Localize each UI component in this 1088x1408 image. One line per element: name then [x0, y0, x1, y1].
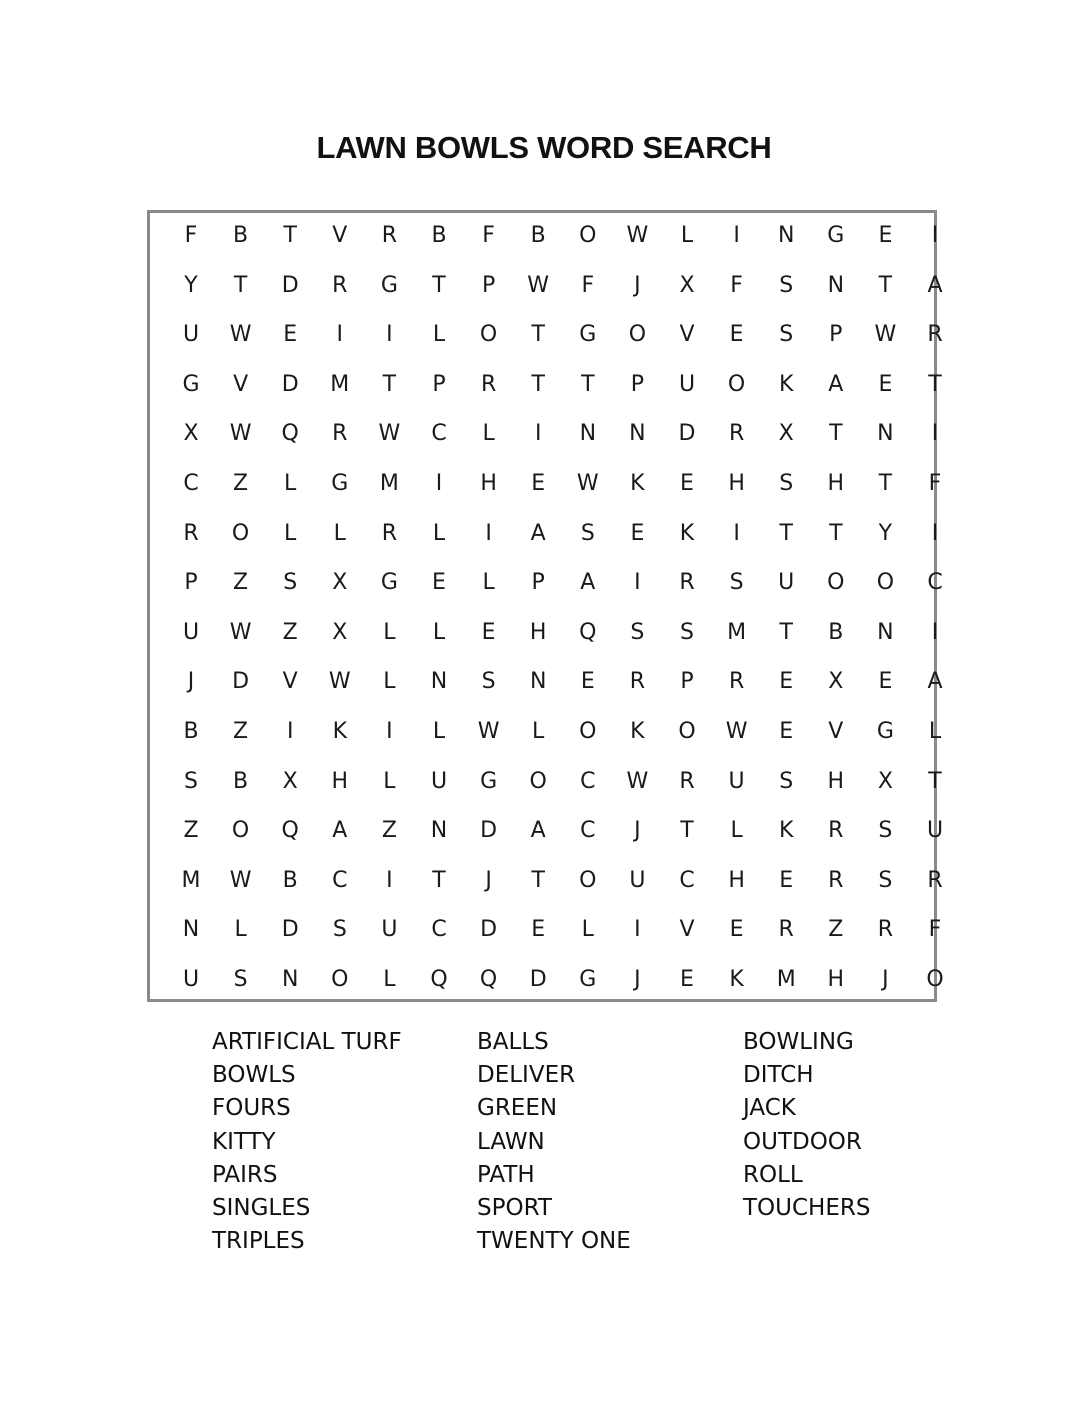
- grid-letter: E: [432, 570, 446, 596]
- grid-letter: H: [827, 967, 845, 992]
- grid-letter: R: [927, 322, 943, 348]
- grid-letter: O: [479, 322, 498, 348]
- grid-letter: U: [182, 967, 200, 992]
- grid-letter: R: [381, 223, 398, 248]
- grid-letter: F: [730, 272, 743, 298]
- grid-letter: W: [477, 719, 500, 744]
- grid-letter: L: [680, 223, 694, 248]
- grid-letter: D: [281, 272, 299, 298]
- grid-letter: D: [232, 669, 250, 695]
- grid-letter: R: [332, 272, 348, 298]
- grid-letter: A: [828, 371, 844, 397]
- grid-letter: L: [383, 967, 396, 992]
- grid-letter: A: [530, 520, 546, 546]
- grid-letter: O: [827, 570, 845, 596]
- grid-letter: H: [480, 471, 497, 496]
- grid-letter: X: [332, 619, 348, 645]
- grid-letter: D: [529, 967, 547, 992]
- grid-letter: G: [480, 768, 498, 794]
- grid-letter: J: [634, 818, 641, 844]
- grid-letter: E: [729, 322, 744, 348]
- grid-letter: X: [332, 570, 348, 596]
- grid-letter: Y: [184, 272, 198, 298]
- grid-letter: P: [630, 371, 645, 397]
- grid-letter: T: [779, 619, 793, 645]
- grid-letter: L: [284, 471, 297, 496]
- grid-letter: S: [779, 272, 794, 298]
- grid-letter: E: [878, 669, 893, 695]
- grid-letter: O: [579, 867, 597, 893]
- grid-letter: G: [331, 471, 349, 496]
- grid-letter: E: [878, 371, 893, 397]
- grid-letter: N: [629, 421, 646, 447]
- grid-letter: M: [727, 619, 747, 645]
- grid-letter: L: [383, 768, 396, 794]
- grid-letter: O: [579, 223, 597, 248]
- grid-letter: I: [485, 520, 492, 546]
- grid-letter: I: [336, 322, 344, 348]
- grid-letter: T: [928, 371, 942, 397]
- grid-letter: H: [728, 867, 745, 893]
- word-list-item: ARTIFICIAL TURF: [212, 1029, 402, 1055]
- grid-letter: S: [878, 818, 893, 844]
- grid-letter: U: [182, 322, 200, 348]
- grid-letter: H: [827, 471, 845, 496]
- grid-letter: E: [580, 669, 595, 695]
- grid-letter: L: [432, 520, 446, 546]
- grid-letter: I: [733, 223, 740, 248]
- word-list-item: BALLS: [477, 1029, 549, 1055]
- grid-letter: L: [482, 421, 495, 447]
- grid-letter: O: [579, 719, 597, 744]
- grid-letter: T: [531, 371, 545, 397]
- grid-letter: W: [229, 619, 252, 645]
- grid-letter: V: [282, 669, 298, 695]
- grid-letter: U: [182, 619, 200, 645]
- word-list-item: ROLL: [743, 1161, 803, 1188]
- word-list-item: OUTDOOR: [743, 1128, 862, 1155]
- grid-letter: U: [629, 867, 646, 893]
- grid-letter: N: [430, 669, 448, 695]
- grid-letter: H: [529, 619, 547, 645]
- grid-letter: Q: [479, 967, 498, 992]
- grid-letter: J: [485, 867, 492, 893]
- grid-letter: G: [380, 272, 398, 298]
- grid-letter: Z: [381, 818, 397, 844]
- grid-letter: O: [727, 371, 746, 397]
- grid-letter: W: [229, 322, 252, 348]
- grid-letter: H: [331, 768, 349, 794]
- grid-letter: U: [926, 818, 944, 844]
- grid-letter: R: [679, 768, 695, 794]
- grid-letter: R: [877, 917, 894, 943]
- grid-letter: S: [878, 867, 893, 893]
- grid-letter: V: [332, 223, 348, 248]
- grid-letter: J: [187, 669, 195, 695]
- grid-letter: M: [181, 867, 201, 893]
- grid-letter: G: [876, 719, 894, 744]
- grid-letter: U: [381, 917, 398, 943]
- grid-letter: B: [233, 768, 249, 794]
- word-list-item: PATH: [477, 1161, 535, 1188]
- grid-letter: O: [331, 967, 349, 992]
- grid-letter: D: [480, 818, 498, 844]
- grid-letter: N: [579, 421, 597, 447]
- grid-letter: K: [679, 520, 695, 546]
- grid-letter: R: [828, 867, 844, 893]
- grid-letter: W: [378, 421, 401, 447]
- grid-letter: K: [778, 818, 794, 844]
- grid-letter: S: [729, 570, 744, 596]
- grid-letter: I: [286, 719, 294, 744]
- grid-letter: Z: [233, 570, 249, 596]
- grid-letter: X: [828, 669, 844, 695]
- grid-letter: O: [628, 322, 647, 348]
- grid-letter: P: [680, 669, 694, 695]
- grid-letter: G: [182, 371, 200, 397]
- grid-letter: H: [728, 471, 745, 496]
- grid-letter: L: [383, 619, 396, 645]
- grid-letter: F: [184, 223, 198, 248]
- grid-letter: K: [332, 719, 348, 744]
- grid-letter: G: [579, 322, 597, 348]
- word-list-item: TWENTY ONE: [477, 1228, 631, 1255]
- grid-letter: E: [729, 917, 744, 943]
- grid-letter: X: [679, 272, 695, 298]
- grid-letter: R: [828, 818, 844, 844]
- page-title: LAWN BOWLS WORD SEARCH: [316, 130, 772, 165]
- grid-letter: W: [874, 322, 897, 348]
- grid-letter: O: [678, 719, 696, 744]
- grid-letter: B: [233, 223, 249, 248]
- grid-letter: L: [432, 719, 446, 744]
- grid-letter: N: [430, 818, 448, 844]
- word-list-item: BOWLS: [212, 1062, 296, 1089]
- grid-letter: O: [231, 520, 250, 546]
- grid-letter: X: [877, 768, 893, 794]
- grid-letter: M: [776, 967, 796, 992]
- grid-letter: M: [330, 371, 350, 397]
- word-list-item: GREEN: [477, 1095, 558, 1122]
- grid-letter: U: [678, 371, 696, 397]
- grid-letter: O: [231, 818, 250, 844]
- grid-letter: R: [679, 570, 695, 596]
- grid-letter: T: [531, 867, 545, 893]
- grid-letter: C: [580, 818, 596, 844]
- grid-letter: E: [531, 471, 546, 496]
- grid-letter: I: [931, 223, 939, 248]
- grid-letter: C: [431, 421, 447, 447]
- grid-letter: P: [481, 272, 496, 298]
- grid-letter: P: [531, 570, 545, 596]
- grid-letter: V: [233, 371, 249, 397]
- grid-letter: C: [431, 917, 447, 943]
- grid-letter: E: [283, 322, 298, 348]
- grid-letter: I: [733, 520, 740, 546]
- grid-letter: K: [630, 719, 645, 744]
- grid-letter: T: [233, 272, 248, 298]
- grid-letter: C: [332, 867, 348, 893]
- puzzle-grid: [147, 212, 943, 1002]
- grid-letter: U: [778, 570, 795, 596]
- grid-letter: J: [634, 272, 641, 298]
- grid-letter: Z: [233, 471, 249, 496]
- grid-letter: I: [931, 619, 939, 645]
- grid-letter: O: [926, 967, 944, 992]
- grid-letter: V: [679, 917, 695, 943]
- grid-letter: L: [234, 917, 247, 943]
- grid-letter: W: [626, 223, 649, 248]
- grid-letter: C: [183, 471, 199, 496]
- grid-letter: A: [580, 570, 596, 596]
- grid-letter: T: [878, 471, 893, 496]
- grid-letter: L: [284, 520, 297, 546]
- grid-letter: O: [876, 570, 895, 596]
- word-list-item: LAWN: [477, 1128, 545, 1155]
- grid-letter: R: [778, 917, 794, 943]
- grid-letter: N: [877, 421, 894, 447]
- grid-letter: C: [927, 570, 943, 596]
- grid-letter: F: [581, 272, 595, 298]
- grid-letter: N: [281, 967, 299, 992]
- grid-letter: L: [482, 570, 495, 596]
- grid-letter: E: [481, 619, 496, 645]
- grid-letter: Z: [828, 917, 844, 943]
- grid-letter: R: [332, 421, 348, 447]
- word-list-item: DELIVER: [477, 1062, 576, 1089]
- grid-letter: L: [928, 719, 942, 744]
- grid-letter: X: [778, 421, 794, 447]
- grid-letter: I: [634, 570, 641, 596]
- grid-letter: S: [779, 322, 794, 348]
- grid-letter: E: [779, 867, 794, 893]
- grid-letter: F: [928, 471, 942, 496]
- word-list-item: KITTY: [212, 1128, 276, 1155]
- grid-letter: L: [532, 719, 545, 744]
- grid-letter: U: [430, 768, 448, 794]
- grid-letter: J: [634, 967, 641, 992]
- grid-letter: T: [878, 272, 893, 298]
- grid-letter: G: [380, 570, 398, 596]
- grid-letter: Z: [233, 719, 249, 744]
- grid-letter: T: [382, 371, 397, 397]
- grid-letter: I: [931, 520, 939, 546]
- grid-letter: I: [534, 421, 542, 447]
- grid-letter: P: [184, 570, 198, 596]
- word-list-item: FOURS: [212, 1095, 291, 1122]
- grid-letter: D: [480, 917, 498, 943]
- grid-letter: A: [530, 818, 546, 844]
- grid-letter: E: [779, 669, 794, 695]
- grid-letter: T: [283, 223, 297, 248]
- grid-letter: Q: [281, 421, 299, 447]
- grid-letter: J: [882, 967, 889, 992]
- grid-letter: B: [530, 223, 546, 248]
- grid-letter: X: [183, 421, 199, 447]
- grid-letter: T: [779, 520, 793, 546]
- grid-letter: I: [931, 421, 939, 447]
- grid-letter: F: [482, 223, 495, 248]
- grid-letter: T: [829, 520, 843, 546]
- grid-letter: W: [725, 719, 748, 744]
- grid-letter: Q: [430, 967, 448, 992]
- grid-letter: R: [629, 669, 646, 695]
- grid-letter: K: [729, 967, 744, 992]
- grid-letter: R: [183, 520, 199, 546]
- grid-letter: E: [779, 719, 794, 744]
- grid-letter: L: [730, 818, 743, 844]
- grid-letter: C: [580, 768, 596, 794]
- grid-letter: O: [529, 768, 547, 794]
- word-list-item: TOUCHERS: [743, 1195, 871, 1221]
- grid-letter: S: [184, 768, 198, 794]
- grid-letter: N: [529, 669, 547, 695]
- grid-letter: N: [877, 619, 894, 645]
- grid-letter: Z: [282, 619, 298, 645]
- grid-letter: I: [634, 917, 641, 943]
- grid-letter: M: [379, 471, 399, 496]
- grid-letter: I: [386, 867, 393, 893]
- word-list-item: JACK: [743, 1095, 796, 1122]
- grid-letter: B: [828, 619, 844, 645]
- grid-letter: L: [581, 917, 594, 943]
- grid-letter: K: [630, 471, 645, 496]
- word-list-item: SPORT: [477, 1195, 552, 1221]
- grid-letter: E: [680, 471, 694, 496]
- grid-letter: S: [580, 520, 595, 546]
- grid-letter: Z: [183, 818, 199, 844]
- grid-letter: H: [827, 768, 845, 794]
- grid-letter: T: [928, 768, 942, 794]
- grid-letter: S: [283, 570, 298, 596]
- grid-letter: R: [381, 520, 398, 546]
- grid-letter: L: [333, 520, 346, 546]
- grid-letter: E: [531, 917, 546, 943]
- grid-letter: V: [828, 719, 844, 744]
- grid-letter: E: [878, 223, 893, 248]
- grid-letter: A: [927, 669, 943, 695]
- word-list-item: SINGLES: [212, 1195, 311, 1221]
- grid-letter: T: [432, 272, 446, 298]
- grid-letter: L: [383, 669, 396, 695]
- grid-letter: N: [182, 917, 200, 943]
- grid-letter: D: [281, 371, 299, 397]
- grid-letter: T: [680, 818, 694, 844]
- grid-letter: W: [527, 272, 550, 298]
- grid-letter: Q: [281, 818, 299, 844]
- grid-letter: C: [679, 867, 695, 893]
- grid-letter: Y: [878, 520, 893, 546]
- grid-letter: B: [183, 719, 199, 744]
- grid-letter: T: [829, 421, 843, 447]
- grid-letter: W: [229, 867, 252, 893]
- grid-letter: V: [679, 322, 695, 348]
- grid-letter: Q: [579, 619, 597, 645]
- grid-letter: L: [432, 322, 446, 348]
- grid-letter: A: [332, 818, 348, 844]
- grid-letter: K: [778, 371, 794, 397]
- word-list-item: TRIPLES: [212, 1228, 305, 1255]
- grid-letter: F: [928, 917, 942, 943]
- grid-letter: W: [328, 669, 351, 695]
- grid-letter: R: [728, 669, 745, 695]
- grid-letter: I: [386, 719, 393, 744]
- word-list-item: DITCH: [743, 1062, 814, 1089]
- grid-letter: B: [282, 867, 298, 893]
- grid-letter: R: [927, 867, 943, 893]
- grid-letter: I: [386, 322, 393, 348]
- grid-letter: P: [432, 371, 446, 397]
- grid-letter: T: [432, 867, 446, 893]
- grid-letter: G: [827, 223, 845, 248]
- word-list-item: PAIRS: [212, 1161, 278, 1188]
- grid-letter: W: [576, 471, 599, 496]
- grid-letter: S: [779, 768, 794, 794]
- grid-letter: S: [481, 669, 496, 695]
- grid-letter: W: [229, 421, 252, 447]
- word-list: [0, 1026, 1088, 1266]
- grid-letter: B: [431, 223, 447, 248]
- grid-letter: R: [728, 421, 745, 447]
- grid-letter: D: [678, 421, 696, 447]
- grid-letter: I: [435, 471, 443, 496]
- grid-letter: S: [233, 967, 248, 992]
- grid-letter: U: [728, 768, 745, 794]
- grid-letter: G: [579, 967, 597, 992]
- grid-letter: S: [630, 619, 645, 645]
- grid-letter: N: [777, 223, 795, 248]
- grid-letter: E: [630, 520, 645, 546]
- grid-letter: L: [432, 619, 446, 645]
- grid-letter: E: [680, 967, 694, 992]
- grid-letter: S: [680, 619, 694, 645]
- grid-letter: T: [581, 371, 595, 397]
- word-list-item: BOWLING: [743, 1029, 854, 1055]
- grid-letter: W: [626, 768, 649, 794]
- grid-letter: A: [927, 272, 943, 298]
- grid-letter: N: [827, 272, 845, 298]
- grid-letter: D: [281, 917, 299, 943]
- grid-letter: T: [531, 322, 545, 348]
- grid-letter: S: [332, 917, 347, 943]
- grid-letter: R: [480, 371, 497, 397]
- grid-letter: X: [282, 768, 298, 794]
- grid-letter: P: [829, 322, 843, 348]
- grid-letter: S: [779, 471, 794, 496]
